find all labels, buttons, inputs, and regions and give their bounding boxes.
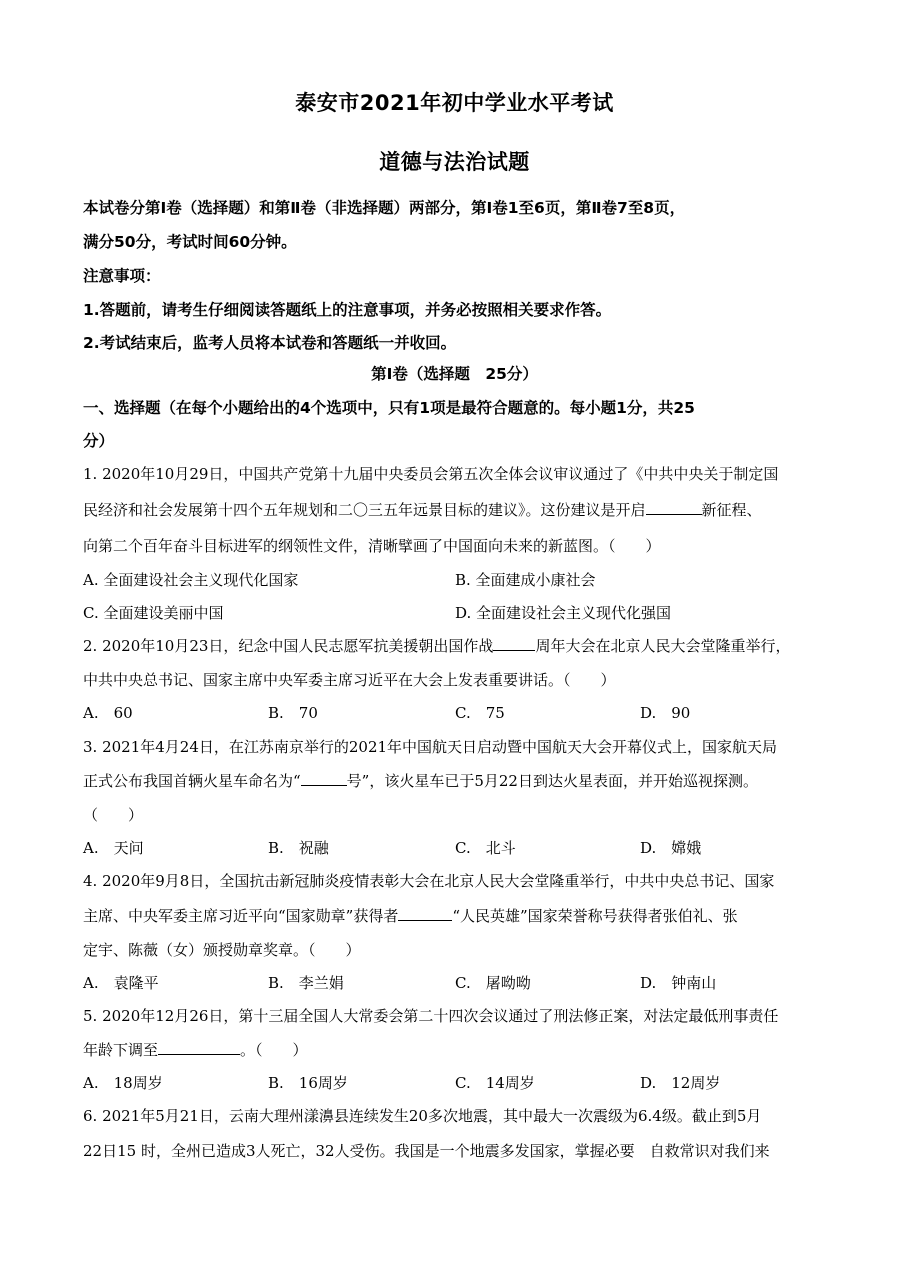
q3-line-2-text: 正式公布我国首辆火星车命名为“ bbox=[83, 772, 301, 790]
q2-option-a: A. 60 bbox=[83, 704, 133, 722]
q4-option-b: B. 李兰娟 bbox=[268, 974, 344, 992]
q3-option-a: A. 天问 bbox=[83, 839, 144, 857]
q2-line-1 bbox=[83, 636, 833, 656]
q4-option-a: A. 袁隆平 bbox=[83, 974, 159, 992]
q1-answer-blank bbox=[646, 500, 702, 515]
q2-answer-blank bbox=[493, 636, 535, 651]
part-heading-line-1: 一、选择题（在每个小题给出的4个选项中，只有1项是最符合题意的。每小题1分，共25 bbox=[83, 399, 695, 417]
q5-answer-blank bbox=[158, 1040, 240, 1055]
notes-heading: 注意事项： bbox=[83, 267, 161, 285]
q1-option-c: C. 全面建设美丽中国 bbox=[83, 604, 224, 622]
q3-option-c: C. 北斗 bbox=[455, 839, 516, 857]
q1-line-1: 1. 2020年10月29日，中国共产党第十九届中央委员会第五次全体会议审议通过了《中共中央关于制定国 bbox=[83, 465, 779, 483]
exam-title: 泰安市2021年初中学业水平考试 bbox=[295, 91, 614, 115]
q3-line-1: 3. 2021年4月24日，在江苏南京举行的2021年中国航天日启动暨中国航天大会开幕仪式上，国家航天局 bbox=[83, 738, 778, 756]
q5-line-2-tail: 。（ ） bbox=[240, 1041, 308, 1059]
notes-item-1: 1.答题前，请考生仔细阅读答题纸上的注意事项，并务必按照相关要求作答。 bbox=[83, 301, 612, 319]
q5-line-2 bbox=[83, 1040, 833, 1060]
q4-option-c: C. 屠呦呦 bbox=[455, 974, 531, 992]
part-heading-line-2: 分） bbox=[83, 432, 115, 450]
q5-option-a: A. 18周岁 bbox=[83, 1074, 163, 1092]
q6-line-1: 6. 2021年5月21日，云南大理州漾濞县连续发生20多次地震，其中最大一次震级为6.4级。截止到5月 bbox=[83, 1107, 762, 1125]
q1-line-3: 向第二个百年奋斗目标进军的纲领性文件，清晰擘画了中国面向未来的新蓝图。（ ） bbox=[83, 537, 661, 555]
q4-option-d: D. 钟南山 bbox=[640, 974, 717, 992]
q3-option-d: D. 嫦娥 bbox=[640, 839, 702, 857]
q6-line-2: 22日15 时，全州已造成3人死亡，32人受伤。我国是一个地震多发国家，掌握必要 自救常识对我们来 bbox=[83, 1142, 770, 1160]
q5-line-2-text: 年龄下调至 bbox=[83, 1041, 159, 1059]
q2-option-b: B. 70 bbox=[268, 704, 318, 722]
q2-option-d: D. 90 bbox=[640, 704, 691, 722]
intro-line-1: 本试卷分第Ⅰ卷（选择题）和第Ⅱ卷（非选择题）两部分，第Ⅰ卷1至6页，第Ⅱ卷7至8页， bbox=[83, 199, 686, 217]
q3-answer-blank bbox=[301, 771, 347, 786]
q5-line-1: 5. 2020年12月26日，第十三届全国人大常委会第二十四次会议通过了刑法修正案，对法定最低刑事责任 bbox=[83, 1007, 779, 1025]
q1-option-b: B. 全面建成小康社会 bbox=[455, 571, 596, 589]
intro-line-2: 满分50分，考试时间60分钟。 bbox=[83, 233, 297, 251]
q2-option-c: C. 75 bbox=[455, 704, 505, 722]
q3-line-2 bbox=[83, 771, 833, 791]
q4-answer-blank bbox=[398, 906, 452, 921]
exam-subtitle: 道德与法治试题 bbox=[379, 150, 530, 174]
q1-line-2 bbox=[83, 500, 833, 520]
q1-line-2-text: 民经济和社会发展第十四个五年规划和二〇三五年远景目标的建议》。这份建议是开启 bbox=[83, 501, 646, 519]
q3-line-3: （ ） bbox=[83, 806, 144, 824]
q5-option-d: D. 12周岁 bbox=[640, 1074, 721, 1092]
q3-option-b: B. 祝融 bbox=[268, 839, 329, 857]
q5-option-c: C. 14周岁 bbox=[455, 1074, 535, 1092]
q3-line-2-tail: 号”，该火星车已于5月22日到达火星表面，并开始巡视探测。 bbox=[346, 772, 758, 790]
q2-line-1-tail: 周年大会在北京人民大会堂隆重举行， bbox=[535, 637, 791, 655]
q1-line-2-tail: 新征程、 bbox=[701, 501, 762, 519]
q5-option-b: B. 16周岁 bbox=[268, 1074, 348, 1092]
q4-line-1: 4. 2020年9月8日，全国抗击新冠肺炎疫情表彰大会在北京人民大会堂隆重举行，中共中央总书记、国家 bbox=[83, 872, 775, 890]
q1-option-a: A. 全面建设社会主义现代化国家 bbox=[83, 571, 299, 589]
q1-option-d: D. 全面建设社会主义现代化强国 bbox=[455, 604, 672, 622]
q4-line-2-tail: “人民英雄”国家荣誉称号获得者张伯礼、张 bbox=[452, 907, 738, 925]
q4-line-3: 定宇、陈薇（女）颁授勋章奖章。（ ） bbox=[83, 941, 361, 959]
volume-title: 第Ⅰ卷（选择题 25分） bbox=[371, 365, 538, 383]
q4-line-2-text: 主席、中央军委主席习近平向“国家勋章”获得者 bbox=[83, 907, 399, 925]
q4-line-2 bbox=[83, 906, 833, 926]
q2-line-1-text: 2. 2020年10月23日，纪念中国人民志愿军抗美援朝出国作战 bbox=[83, 637, 494, 655]
notes-item-2: 2.考试结束后，监考人员将本试卷和答题纸一并收回。 bbox=[83, 334, 457, 352]
q2-line-2: 中共中央总书记、国家主席中央军委主席习近平在大会上发表重要讲话。（ ） bbox=[83, 671, 616, 689]
